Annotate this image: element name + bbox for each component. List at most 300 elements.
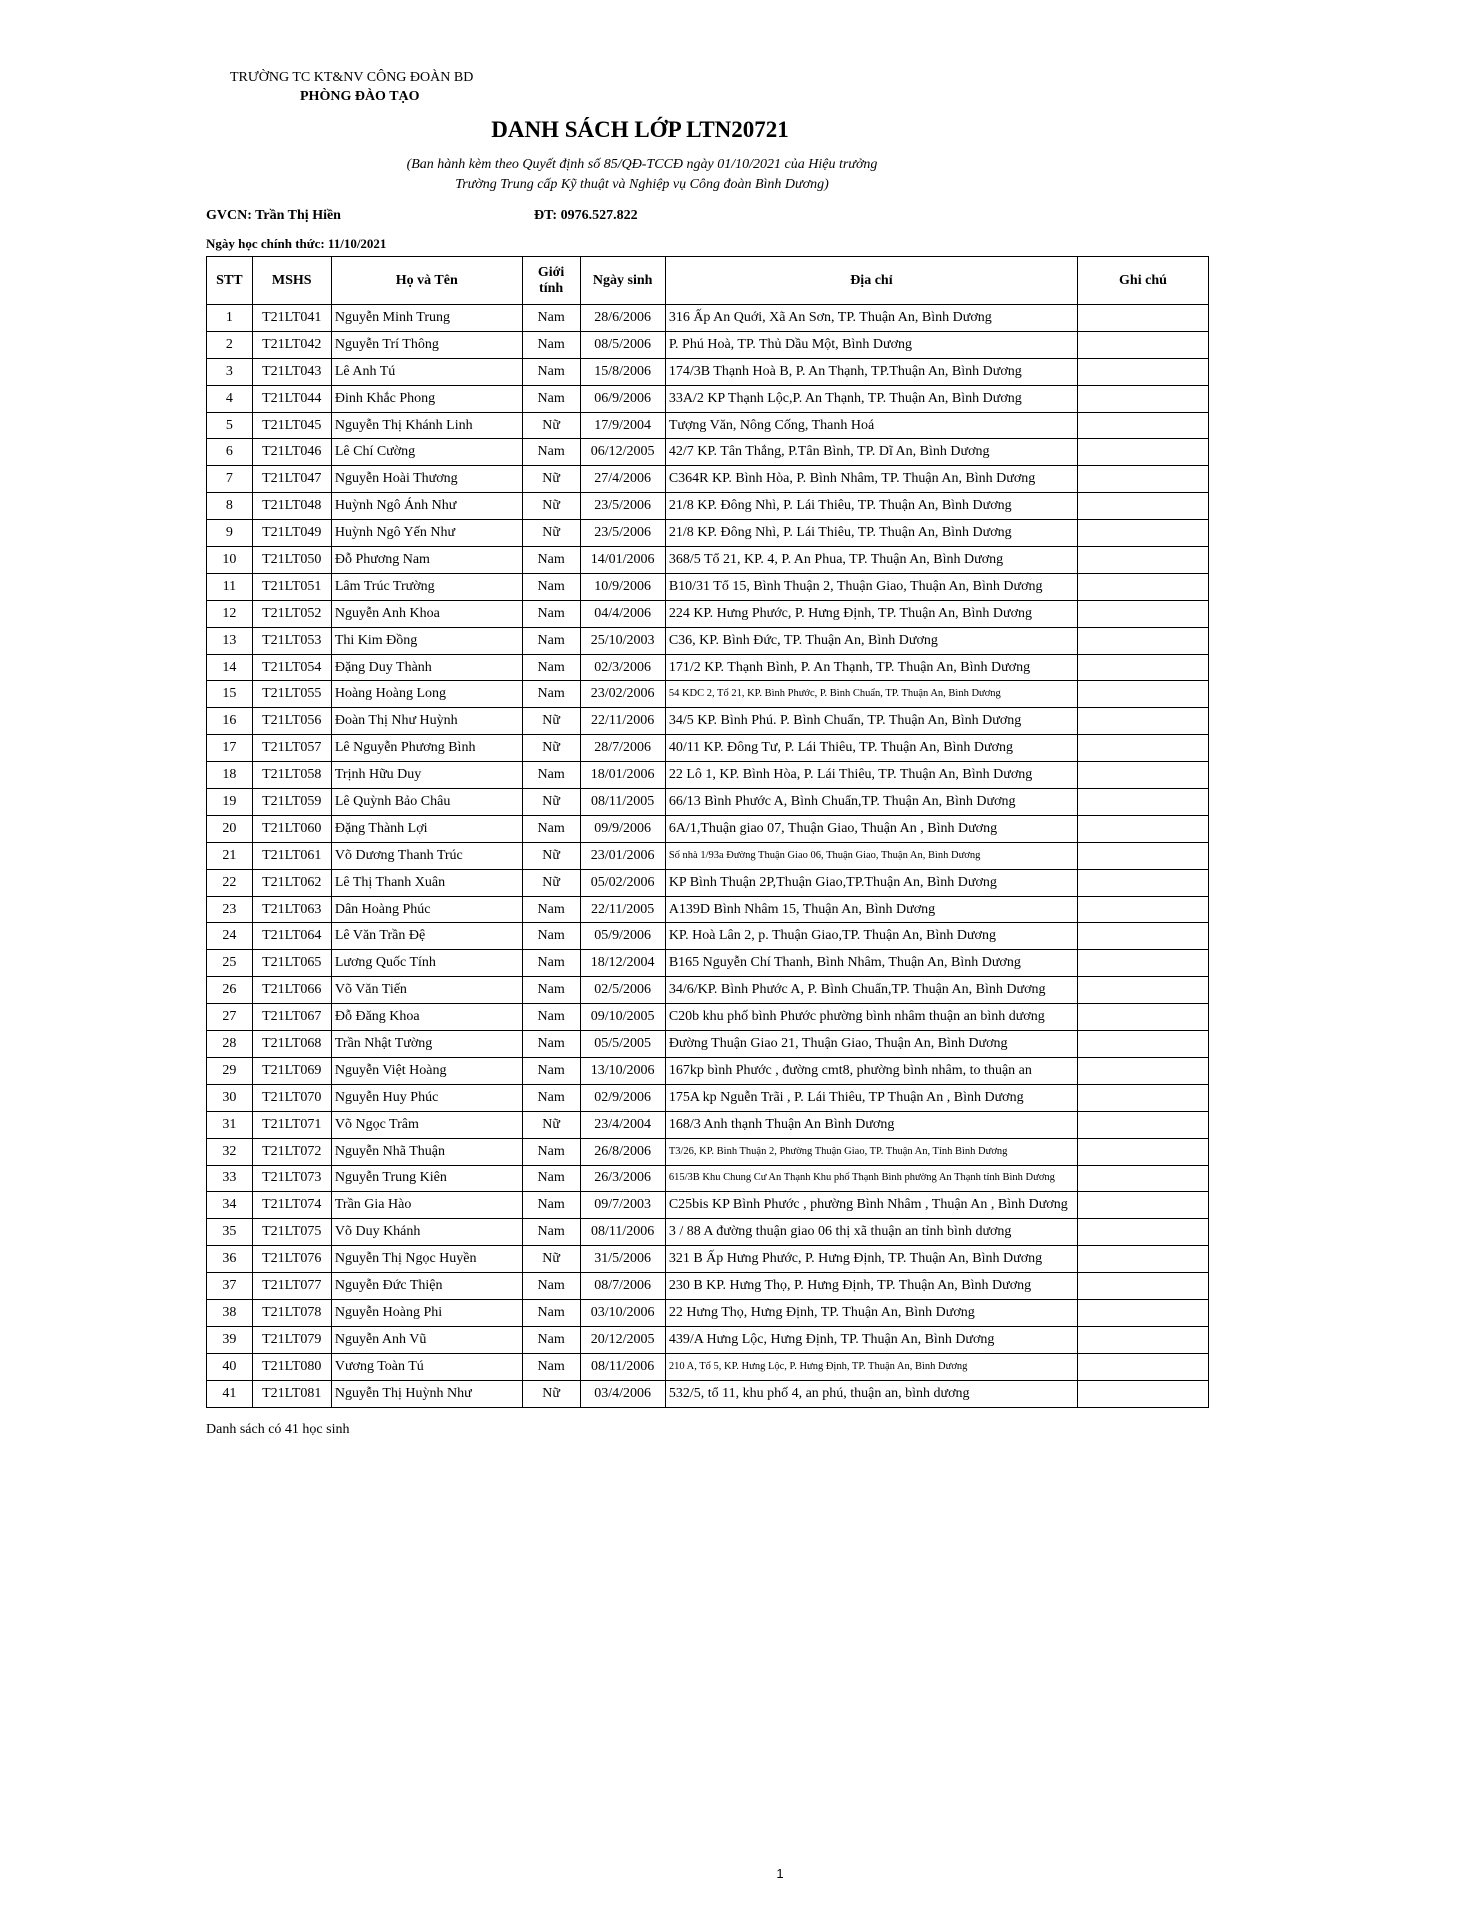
cell-address: Đường Thuận Giao 21, Thuận Giao, Thuận An, Bình Dương [665,1031,1077,1058]
cell-gender: Nam [522,1192,580,1219]
cell-name: Võ Dương Thanh Trúc [331,842,522,869]
cell-birthdate: 09/7/2003 [580,1192,665,1219]
cell-birthdate: 05/02/2006 [580,869,665,896]
cell-birthdate: 08/11/2006 [580,1219,665,1246]
cell-mshs: T21LT064 [252,923,331,950]
cell-note [1077,1031,1208,1058]
table-row [207,681,1209,708]
cell-mshs: T21LT050 [252,547,331,574]
cell-gender: Nam [522,1273,580,1300]
cell-stt: 33 [207,1165,253,1192]
cell-note [1077,466,1208,493]
cell-address: 54 KDC 2, Tổ 21, KP. Bình Phước, P. Bình Chuẩn, TP. Thuận An, Bình Dương [665,681,1077,708]
table-row [207,331,1209,358]
cell-birthdate: 08/5/2006 [580,331,665,358]
cell-note [1077,1084,1208,1111]
cell-birthdate: 25/10/2003 [580,627,665,654]
cell-note [1077,439,1208,466]
cell-note [1077,1219,1208,1246]
cell-note [1077,600,1208,627]
cell-stt: 19 [207,789,253,816]
cell-gender: Nữ [522,842,580,869]
cell-birthdate: 06/12/2005 [580,439,665,466]
cell-address: A139D Bình Nhâm 15, Thuận An, Bình Dương [665,896,1077,923]
cell-birthdate: 18/12/2004 [580,950,665,977]
cell-address: 40/11 KP. Đông Tư, P. Lái Thiêu, TP. Thuận An, Bình Dương [665,735,1077,762]
table-row [207,573,1209,600]
cell-stt: 25 [207,950,253,977]
column-header-birthdate: Ngày sinh [580,257,665,305]
cell-birthdate: 14/01/2006 [580,547,665,574]
table-row [207,385,1209,412]
cell-address: 22 Hưng Thọ, Hưng Định, TP. Thuận An, Bình Dương [665,1299,1077,1326]
cell-mshs: T21LT052 [252,600,331,627]
cell-gender: Nữ [522,708,580,735]
cell-birthdate: 09/9/2006 [580,815,665,842]
cell-birthdate: 15/8/2006 [580,358,665,385]
cell-stt: 14 [207,654,253,681]
cell-mshs: T21LT042 [252,331,331,358]
cell-gender: Nam [522,1165,580,1192]
cell-gender: Nam [522,923,580,950]
cell-name: Thi Kim Đồng [331,627,522,654]
cell-stt: 37 [207,1273,253,1300]
cell-mshs: T21LT081 [252,1380,331,1407]
cell-mshs: T21LT079 [252,1326,331,1353]
table-row [207,305,1209,332]
cell-note [1077,1246,1208,1273]
cell-name: Đinh Khắc Phong [331,385,522,412]
cell-note [1077,1165,1208,1192]
decision-note-line-2: Trường Trung cấp Kỹ thuật và Nghiệp vụ Công đoàn Bình Dương) [455,177,829,192]
cell-birthdate: 18/01/2006 [580,762,665,789]
cell-mshs: T21LT066 [252,977,331,1004]
cell-stt: 2 [207,331,253,358]
cell-stt: 7 [207,466,253,493]
cell-gender: Nam [522,815,580,842]
cell-note [1077,950,1208,977]
cell-mshs: T21LT047 [252,466,331,493]
cell-note [1077,842,1208,869]
cell-gender: Nam [522,331,580,358]
table-row [207,1353,1209,1380]
cell-mshs: T21LT048 [252,493,331,520]
cell-birthdate: 23/02/2006 [580,681,665,708]
table-row [207,439,1209,466]
cell-stt: 12 [207,600,253,627]
cell-note [1077,412,1208,439]
cell-gender: Nam [522,1031,580,1058]
cell-address: KP Bình Thuận 2P,Thuận Giao,TP.Thuận An, Bình Dương [665,869,1077,896]
cell-stt: 21 [207,842,253,869]
cell-gender: Nam [522,600,580,627]
cell-birthdate: 02/5/2006 [580,977,665,1004]
cell-name: Hoàng Hoàng Long [331,681,522,708]
cell-name: Đoàn Thị Như Huỳnh [331,708,522,735]
cell-birthdate: 06/9/2006 [580,385,665,412]
table-row [207,412,1209,439]
cell-address: Tượng Văn, Nông Cống, Thanh Hoá [665,412,1077,439]
cell-birthdate: 02/9/2006 [580,1084,665,1111]
cell-address: 174/3B Thạnh Hoà B, P. An Thạnh, TP.Thuận An, Bình Dương [665,358,1077,385]
cell-name: Võ Duy Khánh [331,1219,522,1246]
cell-mshs: T21LT062 [252,869,331,896]
cell-name: Đặng Duy Thành [331,654,522,681]
cell-gender: Nam [522,573,580,600]
cell-address: 175A kp Nguễn Trãi , P. Lái Thiêu, TP Thuận An , Bình Dương [665,1084,1077,1111]
cell-gender: Nam [522,681,580,708]
cell-address: 66/13 Bình Phước A, Bình Chuẩn,TP. Thuận An, Bình Dương [665,789,1077,816]
cell-stt: 5 [207,412,253,439]
column-header-name: Họ và Tên [331,257,522,305]
decision-note-line-1: (Ban hành kèm theo Quyết định số 85/QĐ-TCCĐ ngày 01/10/2021 của Hiệu trưởng [406,157,878,172]
cell-birthdate: 17/9/2004 [580,412,665,439]
cell-mshs: T21LT077 [252,1273,331,1300]
cell-address: 3 / 88 A đường thuận giao 06 thị xã thuận an tỉnh bình dương [665,1219,1077,1246]
cell-name: Lương Quốc Tính [331,950,522,977]
cell-name: Nguyễn Trí Thông [331,331,522,358]
cell-mshs: T21LT072 [252,1138,331,1165]
cell-stt: 13 [207,627,253,654]
table-row [207,896,1209,923]
cell-name: Trịnh Hữu Duy [331,762,522,789]
cell-address: C364R KP. Bình Hòa, P. Bình Nhâm, TP. Thuận An, Bình Dương [665,466,1077,493]
cell-gender: Nam [522,762,580,789]
cell-name: Lê Thị Thanh Xuân [331,869,522,896]
cell-name: Nguyễn Việt Hoàng [331,1057,522,1084]
cell-note [1077,815,1208,842]
cell-address: 22 Lô 1, KP. Bình Hòa, P. Lái Thiêu, TP. Thuận An, Bình Dương [665,762,1077,789]
cell-stt: 20 [207,815,253,842]
table-row [207,789,1209,816]
cell-name: Đặng Thành Lợi [331,815,522,842]
student-count-summary: Danh sách có 41 học sinh [206,1422,350,1437]
cell-note [1077,735,1208,762]
cell-stt: 35 [207,1219,253,1246]
cell-name: Võ Ngọc Trâm [331,1111,522,1138]
cell-stt: 23 [207,896,253,923]
cell-address: Số nhà 1/93a Đường Thuận Giao 06, Thuận Giao, Thuận An, Bình Dương [665,842,1077,869]
cell-note [1077,547,1208,574]
cell-birthdate: 08/11/2005 [580,789,665,816]
cell-address: 230 B KP. Hưng Thọ, P. Hưng Định, TP. Thuận An, Bình Dương [665,1273,1077,1300]
cell-name: Nguyễn Đức Thiện [331,1273,522,1300]
cell-note [1077,358,1208,385]
cell-name: Nguyễn Hoài Thương [331,466,522,493]
cell-birthdate: 08/11/2006 [580,1353,665,1380]
cell-note [1077,762,1208,789]
cell-address: 210 A, Tổ 5, KP. Hưng Lộc, P. Hưng Định, TP. Thuận An, Bình Dương [665,1353,1077,1380]
cell-mshs: T21LT070 [252,1084,331,1111]
cell-name: Nguyễn Hoàng Phi [331,1299,522,1326]
cell-gender: Nữ [522,789,580,816]
cell-gender: Nam [522,358,580,385]
cell-gender: Nữ [522,869,580,896]
table-row [207,762,1209,789]
cell-mshs: T21LT044 [252,385,331,412]
cell-address: 33A/2 KP Thạnh Lộc,P. An Thạnh, TP. Thuận An, Bình Dương [665,385,1077,412]
cell-mshs: T21LT069 [252,1057,331,1084]
cell-mshs: T21LT073 [252,1165,331,1192]
table-row [207,1138,1209,1165]
cell-gender: Nam [522,896,580,923]
cell-stt: 8 [207,493,253,520]
cell-birthdate: 28/7/2006 [580,735,665,762]
cell-stt: 10 [207,547,253,574]
cell-note [1077,1299,1208,1326]
cell-name: Đỗ Phương Nam [331,547,522,574]
table-row [207,923,1209,950]
table-row [207,466,1209,493]
cell-note [1077,1326,1208,1353]
table-row [207,1111,1209,1138]
cell-name: Nguyễn Trung Kiên [331,1165,522,1192]
cell-address: 224 KP. Hưng Phước, P. Hưng Định, TP. Thuận An, Bình Dương [665,600,1077,627]
cell-note [1077,1138,1208,1165]
cell-mshs: T21LT059 [252,789,331,816]
cell-note [1077,681,1208,708]
cell-gender: Nữ [522,466,580,493]
cell-stt: 11 [207,573,253,600]
cell-birthdate: 31/5/2006 [580,1246,665,1273]
cell-mshs: T21LT053 [252,627,331,654]
cell-birthdate: 03/4/2006 [580,1380,665,1407]
cell-mshs: T21LT074 [252,1192,331,1219]
cell-mshs: T21LT078 [252,1299,331,1326]
cell-birthdate: 10/9/2006 [580,573,665,600]
cell-stt: 38 [207,1299,253,1326]
cell-birthdate: 05/9/2006 [580,923,665,950]
cell-name: Huỳnh Ngô Ánh Như [331,493,522,520]
cell-birthdate: 26/8/2006 [580,1138,665,1165]
table-row [207,1004,1209,1031]
cell-name: Lê Văn Trần Đệ [331,923,522,950]
school-name: TRƯỜNG TC KT&NV CÔNG ĐOÀN BD [230,70,474,85]
cell-note [1077,331,1208,358]
cell-mshs: T21LT067 [252,1004,331,1031]
table-row [207,1165,1209,1192]
cell-mshs: T21LT071 [252,1111,331,1138]
cell-note [1077,520,1208,547]
cell-stt: 27 [207,1004,253,1031]
cell-gender: Nam [522,977,580,1004]
column-header-note: Ghi chú [1077,257,1208,305]
cell-stt: 34 [207,1192,253,1219]
cell-note [1077,1004,1208,1031]
cell-name: Huỳnh Ngô Yến Như [331,520,522,547]
table-row [207,950,1209,977]
page-title: DANH SÁCH LỚP LTN20721 [491,117,789,142]
cell-note [1077,896,1208,923]
cell-birthdate: 05/5/2005 [580,1031,665,1058]
cell-note [1077,869,1208,896]
cell-birthdate: 04/4/2006 [580,600,665,627]
cell-note [1077,708,1208,735]
cell-stt: 29 [207,1057,253,1084]
cell-name: Đỗ Đăng Khoa [331,1004,522,1031]
cell-mshs: T21LT041 [252,305,331,332]
cell-gender: Nữ [522,735,580,762]
cell-address: 21/8 KP. Đông Nhì, P. Lái Thiêu, TP. Thuận An, Bình Dương [665,520,1077,547]
cell-birthdate: 22/11/2005 [580,896,665,923]
cell-birthdate: 23/4/2004 [580,1111,665,1138]
table-row [207,1326,1209,1353]
cell-stt: 18 [207,762,253,789]
cell-mshs: T21LT057 [252,735,331,762]
cell-note [1077,977,1208,1004]
table-row [207,547,1209,574]
cell-gender: Nam [522,950,580,977]
cell-gender: Nam [522,627,580,654]
cell-stt: 24 [207,923,253,950]
cell-mshs: T21LT043 [252,358,331,385]
table-row [207,1246,1209,1273]
cell-mshs: T21LT075 [252,1219,331,1246]
cell-birthdate: 20/12/2005 [580,1326,665,1353]
cell-stt: 41 [207,1380,253,1407]
cell-gender: Nam [522,1219,580,1246]
cell-stt: 39 [207,1326,253,1353]
cell-gender: Nữ [522,412,580,439]
cell-note [1077,1380,1208,1407]
cell-address: 532/5, tổ 11, khu phố 4, an phú, thuận an, bình dương [665,1380,1077,1407]
cell-mshs: T21LT063 [252,896,331,923]
column-header-stt: STT [207,257,253,305]
table-row [207,1219,1209,1246]
cell-mshs: T21LT046 [252,439,331,466]
cell-name: Nguyễn Anh Vũ [331,1326,522,1353]
column-header-mshs: MSHS [252,257,331,305]
cell-mshs: T21LT061 [252,842,331,869]
table-row [207,708,1209,735]
cell-name: Trần Gia Hào [331,1192,522,1219]
cell-mshs: T21LT058 [252,762,331,789]
table-row [207,627,1209,654]
cell-note [1077,1111,1208,1138]
cell-mshs: T21LT051 [252,573,331,600]
cell-address: T3/26, KP. Bình Thuận 2, Phường Thuận Giao, TP. Thuận An, Tỉnh Bình Dương [665,1138,1077,1165]
cell-address: KP. Hoà Lân 2, p. Thuận Giao,TP. Thuận An, Bình Dương [665,923,1077,950]
cell-mshs: T21LT054 [252,654,331,681]
column-header-gender: Giới tính [522,257,580,305]
cell-stt: 6 [207,439,253,466]
cell-address: 34/5 KP. Bình Phú. P. Bình Chuẩn, TP. Thuận An, Bình Dương [665,708,1077,735]
table-row [207,1192,1209,1219]
table-row [207,654,1209,681]
table-row [207,735,1209,762]
cell-note [1077,1057,1208,1084]
cell-gender: Nam [522,305,580,332]
cell-mshs: T21LT068 [252,1031,331,1058]
cell-gender: Nam [522,654,580,681]
cell-address: C20b khu phố bình Phước phường bình nhâm thuận an bình dương [665,1004,1077,1031]
cell-address: 6A/1,Thuận giao 07, Thuận Giao, Thuận An , Bình Dương [665,815,1077,842]
cell-name: Võ Văn Tiến [331,977,522,1004]
cell-address: C36, KP. Bình Đức, TP. Thuận An, Bình Dương [665,627,1077,654]
cell-birthdate: 28/6/2006 [580,305,665,332]
cell-address: 34/6/KP. Bình Phước A, P. Bình Chuẩn,TP. Thuận An, Bình Dương [665,977,1077,1004]
cell-birthdate: 27/4/2006 [580,466,665,493]
cell-stt: 22 [207,869,253,896]
cell-address: 316 Ấp An Quới, Xã An Sơn, TP. Thuận An, Bình Dương [665,305,1077,332]
cell-gender: Nam [522,1299,580,1326]
cell-address: B165 Nguyễn Chí Thanh, Bình Nhâm, Thuận An, Bình Dương [665,950,1077,977]
cell-gender: Nữ [522,1111,580,1138]
cell-stt: 30 [207,1084,253,1111]
page-number: 1 [776,1866,784,1881]
cell-note [1077,305,1208,332]
table-row [207,1380,1209,1407]
cell-birthdate: 26/3/2006 [580,1165,665,1192]
department-name: PHÒNG ĐÀO TẠO [300,89,420,104]
cell-name: Lê Anh Tú [331,358,522,385]
cell-gender: Nữ [522,1380,580,1407]
cell-address: 439/A Hưng Lộc, Hưng Định, TP. Thuận An, Bình Dương [665,1326,1077,1353]
cell-name: Vương Toàn Tú [331,1353,522,1380]
cell-name: Nguyễn Anh Khoa [331,600,522,627]
cell-gender: Nữ [522,1246,580,1273]
table-row [207,842,1209,869]
cell-stt: 4 [207,385,253,412]
cell-gender: Nam [522,1084,580,1111]
table-row [207,600,1209,627]
cell-stt: 15 [207,681,253,708]
cell-address: 171/2 KP. Thạnh Bình, P. An Thạnh, TP. Thuận An, Bình Dương [665,654,1077,681]
cell-address: C25bis KP Bình Phước , phường Bình Nhâm , Thuận An , Bình Dương [665,1192,1077,1219]
cell-stt: 32 [207,1138,253,1165]
cell-name: Lê Quỳnh Bảo Châu [331,789,522,816]
cell-gender: Nam [522,1004,580,1031]
cell-name: Nguyễn Minh Trung [331,305,522,332]
cell-gender: Nữ [522,493,580,520]
cell-name: Lâm Trúc Trường [331,573,522,600]
cell-stt: 36 [207,1246,253,1273]
table-row [207,1273,1209,1300]
cell-note [1077,573,1208,600]
table-row [207,977,1209,1004]
cell-address: 167kp bình Phước , đường cmt8, phường bình nhâm, to thuận an [665,1057,1077,1084]
cell-note [1077,654,1208,681]
cell-name: Lê Nguyễn Phương Bình [331,735,522,762]
cell-stt: 40 [207,1353,253,1380]
cell-stt: 28 [207,1031,253,1058]
homeroom-teacher: GVCN: Trần Thị Hiền [206,208,341,223]
cell-name: Trần Nhật Tường [331,1031,522,1058]
cell-name: Lê Chí Cường [331,439,522,466]
cell-name: Nguyễn Nhã Thuận [331,1138,522,1165]
cell-name: Nguyễn Huy Phúc [331,1084,522,1111]
table-row [207,1299,1209,1326]
cell-stt: 16 [207,708,253,735]
cell-address: 168/3 Anh thạnh Thuận An Bình Dương [665,1111,1077,1138]
cell-birthdate: 08/7/2006 [580,1273,665,1300]
cell-address: 42/7 KP. Tân Thắng, P.Tân Bình, TP. Dĩ An, Bình Dương [665,439,1077,466]
cell-note [1077,493,1208,520]
column-header-address: Địa chỉ [665,257,1077,305]
table-row [207,358,1209,385]
cell-mshs: T21LT076 [252,1246,331,1273]
cell-stt: 17 [207,735,253,762]
cell-gender: Nam [522,385,580,412]
cell-address: B10/31 Tổ 15, Bình Thuận 2, Thuận Giao, Thuận An, Bình Dương [665,573,1077,600]
cell-birthdate: 13/10/2006 [580,1057,665,1084]
cell-name: Dân Hoàng Phúc [331,896,522,923]
cell-stt: 26 [207,977,253,1004]
cell-note [1077,1192,1208,1219]
cell-name: Nguyễn Thị Khánh Linh [331,412,522,439]
cell-note [1077,1353,1208,1380]
cell-address: P. Phú Hoà, TP. Thủ Dầu Một, Bình Dương [665,331,1077,358]
